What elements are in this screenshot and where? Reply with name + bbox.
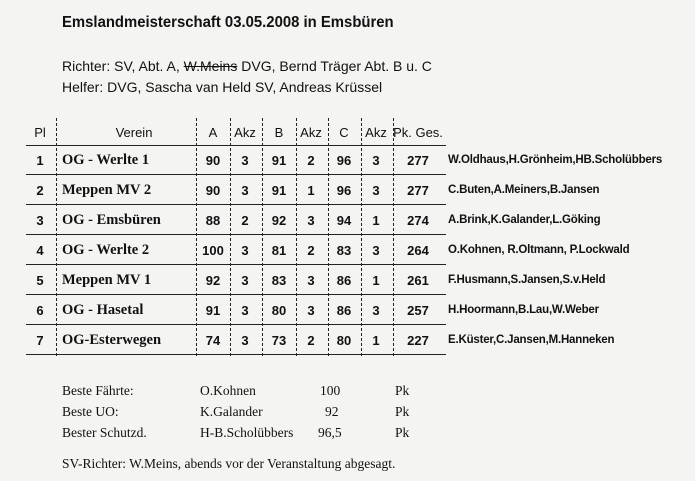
team-members: O.Kohnen, R.Oltmann, P.Lockwald bbox=[448, 244, 630, 256]
column-header: Akz bbox=[365, 125, 387, 140]
cell-a: 100 bbox=[202, 243, 224, 258]
cell-akz-a: 3 bbox=[241, 303, 249, 318]
column-header: C bbox=[339, 125, 349, 140]
richter-prefix: Richter: SV, Abt. A, bbox=[62, 58, 180, 74]
cell-a: 90 bbox=[205, 183, 221, 198]
cell-akz-c: 1 bbox=[372, 273, 380, 288]
document-title: Emslandmeisterschaft 03.05.2008 in Emsbüren bbox=[62, 14, 394, 31]
cell-c: 96 bbox=[336, 183, 352, 198]
team-members: F.Husmann,S.Jansen,S.v.Held bbox=[448, 274, 606, 286]
cell-c: 83 bbox=[336, 243, 352, 258]
column-header: Pk. Ges. bbox=[393, 125, 443, 140]
cell-pk: 274 bbox=[407, 213, 429, 228]
cell-akz-a: 3 bbox=[241, 183, 249, 198]
cell-akz-a: 2 bbox=[241, 213, 249, 228]
cell-pl: 2 bbox=[36, 183, 44, 198]
column-header: Verein bbox=[115, 125, 153, 140]
cell-akz-a: 3 bbox=[241, 333, 249, 348]
cell-akz-a: 3 bbox=[241, 273, 249, 288]
cell-akz-c: 3 bbox=[372, 303, 380, 318]
team-members: W.Oldhaus,H.Grönheim,HB.Scholübbers bbox=[448, 154, 663, 166]
cell-c: 96 bbox=[336, 153, 352, 168]
column-header: Akz bbox=[234, 125, 256, 140]
cell-akz-c: 1 bbox=[372, 333, 380, 348]
cell-verein: OG - Werlte 2 bbox=[62, 242, 150, 258]
row-rule bbox=[26, 234, 446, 235]
cell-b: 80 bbox=[271, 303, 287, 318]
cell-b: 81 bbox=[271, 243, 287, 258]
best-name: O.Kohnen bbox=[200, 383, 256, 398]
cell-akz-c: 3 bbox=[372, 153, 380, 168]
cell-pl: 1 bbox=[36, 153, 44, 168]
best-label: Beste UO: bbox=[62, 404, 119, 419]
cell-a: 91 bbox=[205, 303, 221, 318]
best-label: Bester Schutzd. bbox=[62, 425, 147, 440]
best-unit: Pk bbox=[395, 425, 410, 440]
cell-a: 90 bbox=[205, 153, 221, 168]
best-unit: Pk bbox=[395, 383, 410, 398]
cell-akz-b: 3 bbox=[307, 213, 315, 228]
cell-pk: 277 bbox=[407, 183, 429, 198]
cell-pk: 261 bbox=[407, 273, 429, 288]
cell-akz-c: 1 bbox=[372, 213, 380, 228]
best-unit: Pk bbox=[395, 404, 410, 419]
footer-note: SV-Richter: W.Meins, abends vor der Veranstaltung abgesagt. bbox=[62, 456, 396, 471]
cell-pl: 7 bbox=[36, 333, 44, 348]
cell-pk: 277 bbox=[407, 153, 429, 168]
cell-verein: Meppen MV 1 bbox=[62, 272, 152, 288]
cell-pk: 257 bbox=[407, 303, 429, 318]
cell-c: 80 bbox=[336, 333, 352, 348]
helfer-line: Helfer: DVG, Sascha van Held SV, Andreas Krüssel bbox=[62, 79, 383, 95]
cell-akz-b: 3 bbox=[307, 303, 315, 318]
cell-a: 74 bbox=[205, 333, 221, 348]
row-rule bbox=[26, 294, 446, 295]
cell-verein: OG - Emsbüren bbox=[62, 212, 161, 228]
cell-verein: OG - Hasetal bbox=[62, 302, 144, 318]
cell-akz-b: 1 bbox=[307, 183, 315, 198]
row-rule bbox=[26, 174, 446, 175]
row-rule bbox=[26, 204, 446, 205]
cell-c: 86 bbox=[336, 273, 352, 288]
cell-pl: 3 bbox=[36, 213, 44, 228]
cell-c: 86 bbox=[336, 303, 352, 318]
cell-verein: OG-Esterwegen bbox=[62, 332, 162, 348]
best-score: 100 bbox=[320, 383, 341, 398]
team-members: E.Küster,C.Jansen,M.Hanneken bbox=[448, 334, 615, 346]
team-members: H.Hoormann,B.Lau,W.Weber bbox=[448, 304, 599, 316]
team-members: A.Brink,K.Galander,L.Göking bbox=[448, 214, 601, 226]
cell-akz-c: 3 bbox=[372, 183, 380, 198]
cell-akz-b: 2 bbox=[307, 153, 315, 168]
cell-pk: 264 bbox=[407, 243, 429, 258]
cell-a: 92 bbox=[205, 273, 221, 288]
cell-b: 92 bbox=[271, 213, 287, 228]
best-name: H-B.Scholübbers bbox=[200, 425, 294, 440]
cell-akz-b: 2 bbox=[307, 333, 315, 348]
cell-pl: 4 bbox=[36, 243, 44, 258]
cell-akz-b: 2 bbox=[307, 243, 315, 258]
richter-line bbox=[62, 58, 432, 74]
column-header: B bbox=[274, 125, 284, 140]
cell-pl: 5 bbox=[36, 273, 44, 288]
row-rule bbox=[26, 354, 446, 355]
header-rule bbox=[26, 145, 446, 146]
best-score: 92 bbox=[325, 404, 339, 419]
cell-akz-a: 3 bbox=[241, 153, 249, 168]
cell-pk: 227 bbox=[407, 333, 429, 348]
best-score: 96,5 bbox=[318, 425, 342, 440]
richter-struck-name: W.Meins bbox=[183, 58, 238, 74]
cell-b: 73 bbox=[271, 333, 287, 348]
cell-b: 83 bbox=[271, 273, 287, 288]
row-rule bbox=[26, 324, 446, 325]
cell-verein: OG - Werlte 1 bbox=[62, 152, 150, 168]
cell-akz-b: 3 bbox=[307, 273, 315, 288]
cell-b: 91 bbox=[271, 153, 287, 168]
column-header: A bbox=[208, 125, 218, 140]
cell-c: 94 bbox=[336, 213, 352, 228]
column-header: Pl bbox=[34, 125, 46, 140]
cell-b: 91 bbox=[271, 183, 287, 198]
cell-a: 88 bbox=[205, 213, 221, 228]
row-rule bbox=[26, 264, 446, 265]
cell-verein: Meppen MV 2 bbox=[62, 182, 152, 198]
cell-akz-c: 3 bbox=[372, 243, 380, 258]
richter-suffix: DVG, Bernd Träger Abt. B u. C bbox=[241, 58, 432, 74]
column-header: Akz bbox=[300, 125, 322, 140]
cell-akz-a: 3 bbox=[241, 243, 249, 258]
best-name: K.Galander bbox=[200, 404, 263, 419]
team-members: C.Buten,A.Meiners,B.Jansen bbox=[448, 184, 600, 196]
best-label: Beste Fährte: bbox=[62, 383, 134, 398]
cell-pl: 6 bbox=[36, 303, 44, 318]
